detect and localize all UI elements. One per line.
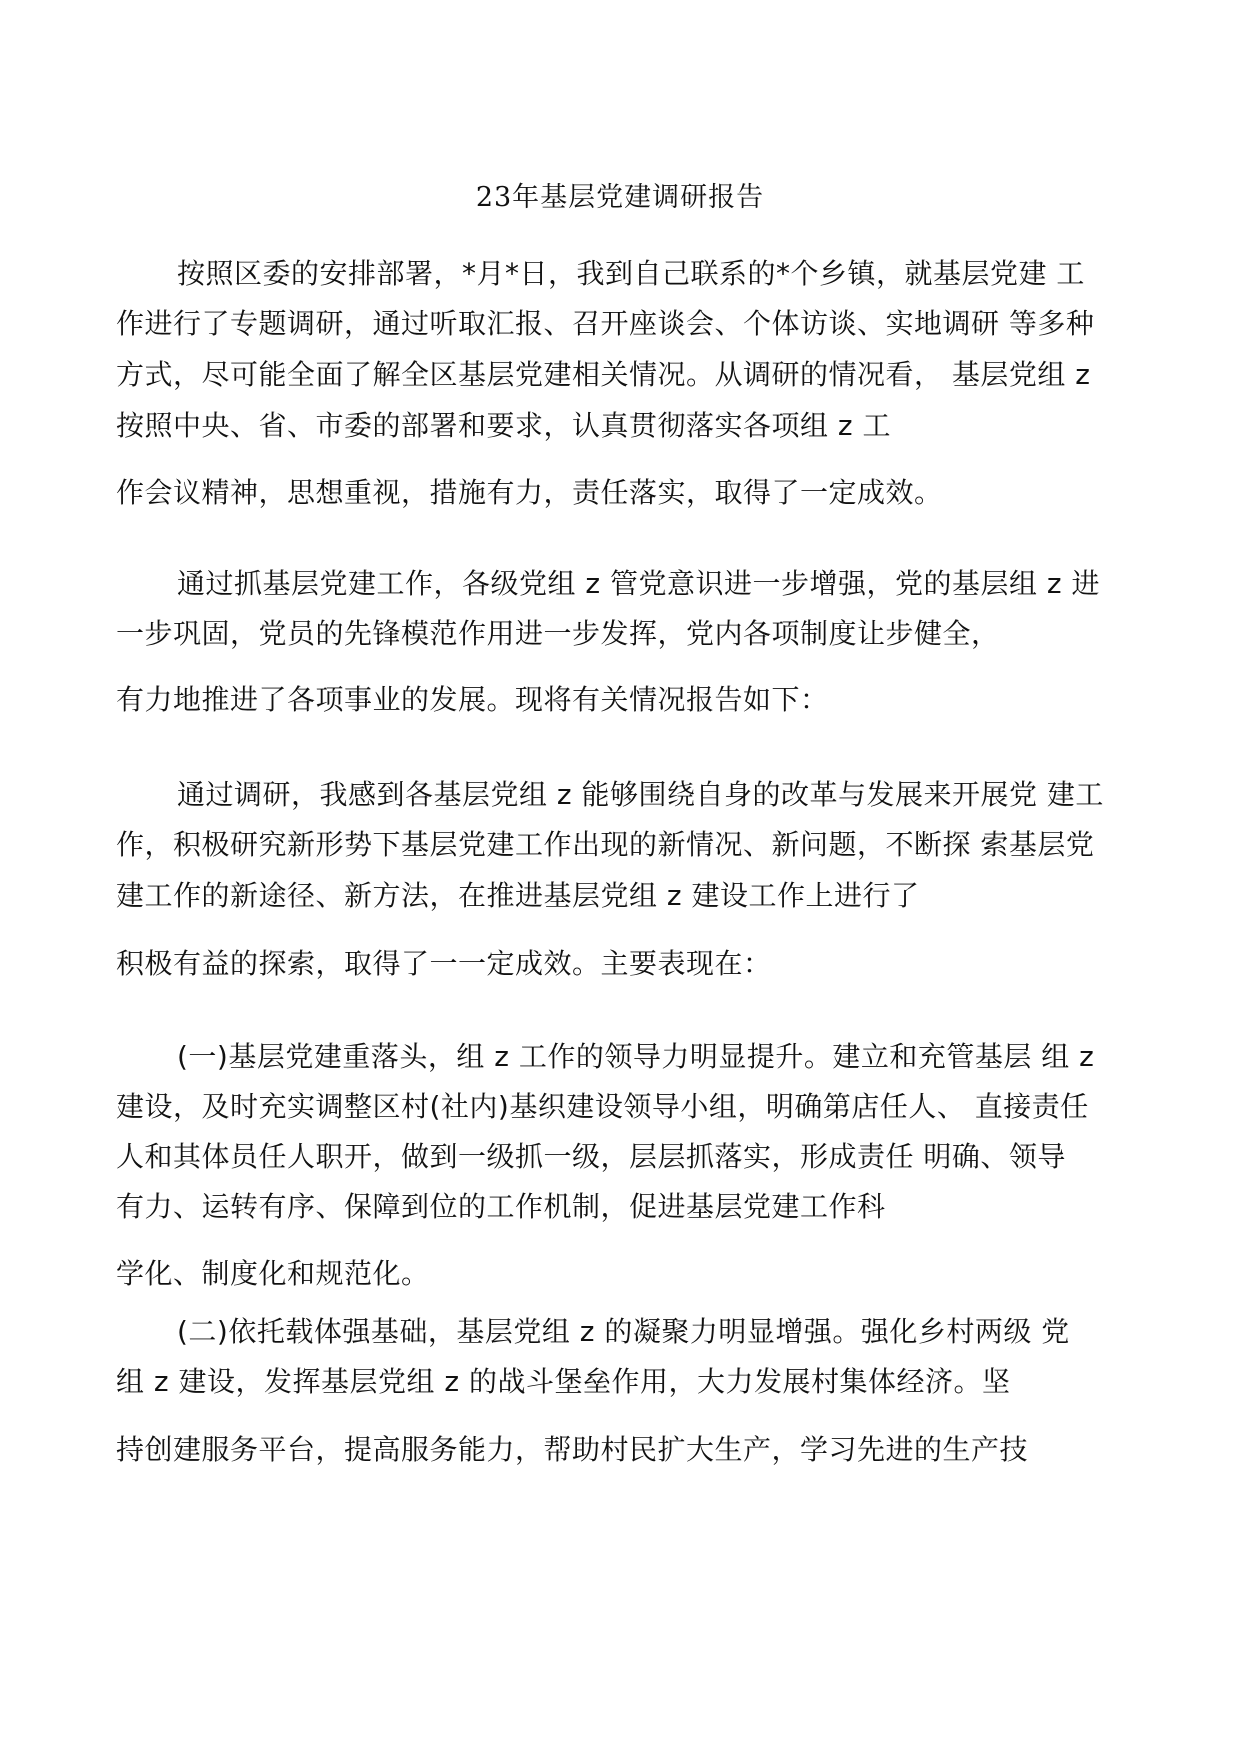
- paragraph-line: 建设，及时充实调整区村(社内)基织建设领导小组，明确第店任人、 直接责任: [116, 1090, 1089, 1123]
- paragraph-line: 按照中央、省、市委的部署和要求，认真贯彻落实各项组 z 工: [116, 409, 892, 442]
- paragraph-line: 建工作的新途径、新方法，在推进基层党组 z 建设工作上进行了: [116, 879, 920, 912]
- paragraph-line: 通过抓基层党建工作，各级党组 z 管党意识进一步增强，党的基层组 z 进: [177, 567, 1100, 600]
- paragraph-line: 方式，尽可能全面了解全区基层党建相关情况。从调研的情况看， 基层党组 z: [116, 358, 1091, 391]
- paragraph-line: 作，积极研究新形势下基层党建工作出现的新情况、新问题，不断探 索基层党: [116, 828, 1095, 861]
- document-title: 23年基层党建调研报告: [475, 182, 765, 213]
- paragraph-line: (一)基层党建重落头，组 z 工作的领导力明显提升。建立和充管基层 组 z: [177, 1040, 1095, 1073]
- paragraph-line: 人和其体员任人职开，做到一级抓一级，层层抓落实，形成责任 明确、领导: [116, 1140, 1066, 1173]
- paragraph-line: 一步巩固，党员的先锋模范作用进一步发挥，党内各项制度让步健全，: [116, 617, 1000, 650]
- paragraph-line: 按照区委的安排部署，*月*日，我到自己联系的*个乡镇，就基层党建 工: [177, 257, 1085, 290]
- paragraph-line: 作进行了专题调研，通过听取汇报、召开座谈会、个体访谈、实地调研 等多种: [116, 307, 1095, 340]
- paragraph-line: (二)依托载体强基础，基层党组 z 的凝聚力明显增强。强化乡村两级 党: [177, 1315, 1070, 1348]
- paragraph-line: 通过调研，我感到各基层党组 z 能够围绕自身的改革与发展来开展党 建工: [177, 778, 1104, 811]
- paragraph-line: 有力、运转有序、保障到位的工作机制，促进基层党建工作科: [116, 1190, 886, 1223]
- paragraph-line: 积极有益的探索，取得了一一定成效。主要表现在：: [116, 947, 772, 980]
- paragraph-line: 学化、制度化和规范化。: [116, 1257, 430, 1290]
- paragraph-line: 组 z 建设，发挥基层党组 z 的战斗堡垒作用，大力发展村集体经济。坚: [116, 1365, 1011, 1398]
- paragraph-line: 作会议精神，思想重视，措施有力，责任落实，取得了一定成效。: [116, 476, 943, 509]
- paragraph-line: 持创建服务平台，提高服务能力，帮助村民扩大生产，学习先进的生产技: [116, 1433, 1029, 1466]
- paragraph-line: 有力地推进了各项事业的发展。现将有关情况报告如下：: [116, 683, 829, 716]
